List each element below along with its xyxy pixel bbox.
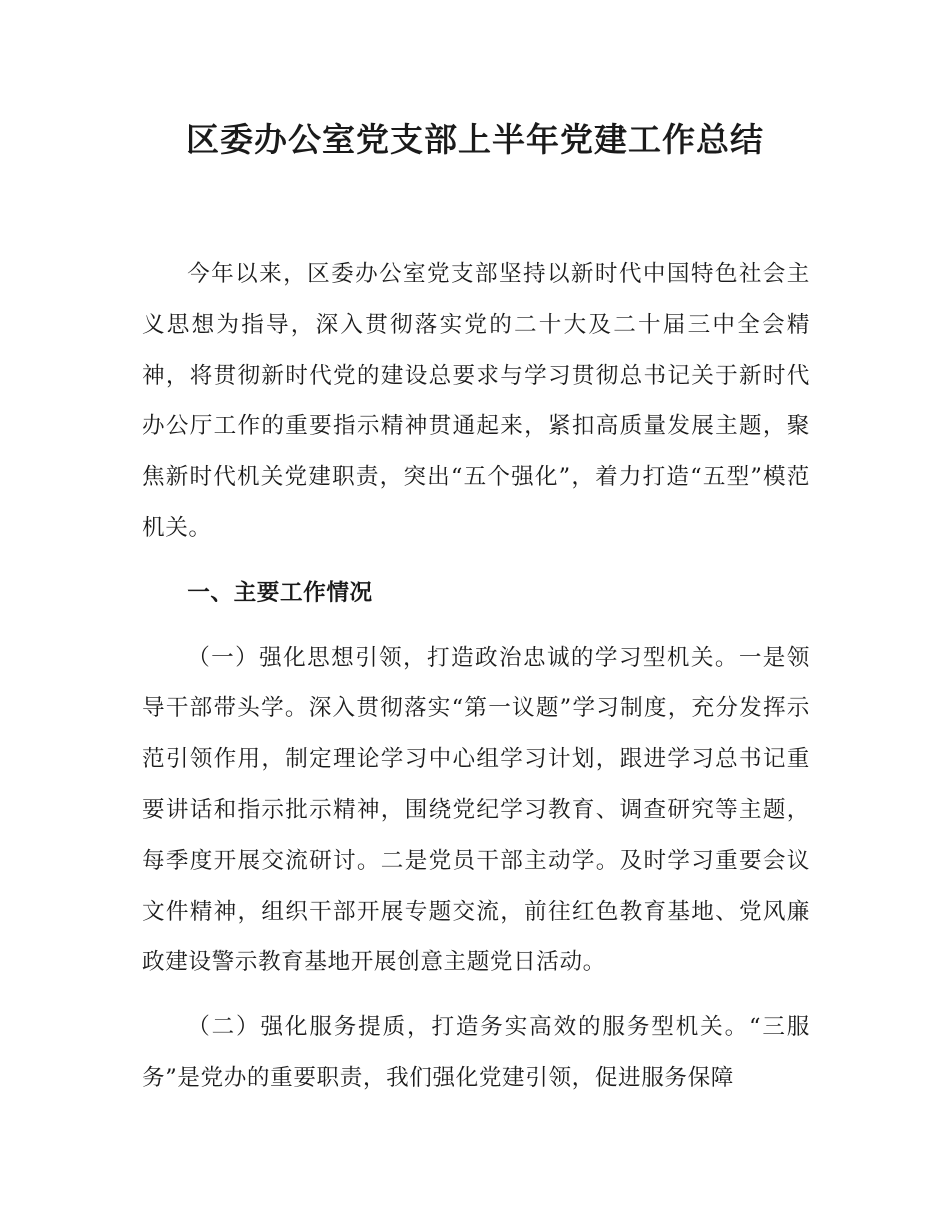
section-heading-main-work: 一、主要工作情况 — [187, 579, 373, 606]
paragraph-learning-organ: （一）强化思想引领，打造政治忠诚的学习型机关。一是领导干部带头学。深入贯彻落实“第一议题”学习制度，充分发挥示范引领作用，制定理论学习中心组学习计划，跟进学习总书记重要讲话和指示批示精神，围绕党纪学习教育、调查研究等主题，每季度开展交流研讨。二是党员干部主动学。及时学习重要会议文件精神，组织干部开展专题交流，前往红色教育基地、党风廉政建设警示教育基地开展创意主题党日活动。 — [142, 644, 810, 976]
document-body — [142, 249, 810, 1104]
intro-paragraph: 今年以来，区委办公室党支部坚持以新时代中国特色社会主义思想为指导，深入贯彻落实党的二十大及二十届三中全会精神，将贯彻新时代党的建设总要求与学习贯彻总书记关于新时代办公厅工作的重要指示精神贯通起来，紧扣高质量发展主题，聚焦新时代机关党建职责，突出“五个强化”，着力打造“五型”模范机关。 — [142, 261, 810, 541]
paragraph-spacer — [142, 619, 810, 633]
document-title: 区委办公室党支部上半年党建工作总结 — [186, 120, 764, 159]
paragraph-service-organ: （二）强化服务提质，打造务实高效的服务型机关。“三服务”是党办的重要职责，我们强化党建引领，促进服务保障 — [142, 1014, 810, 1091]
paragraph-spacer — [142, 554, 810, 568]
paragraph-spacer — [142, 988, 810, 1002]
